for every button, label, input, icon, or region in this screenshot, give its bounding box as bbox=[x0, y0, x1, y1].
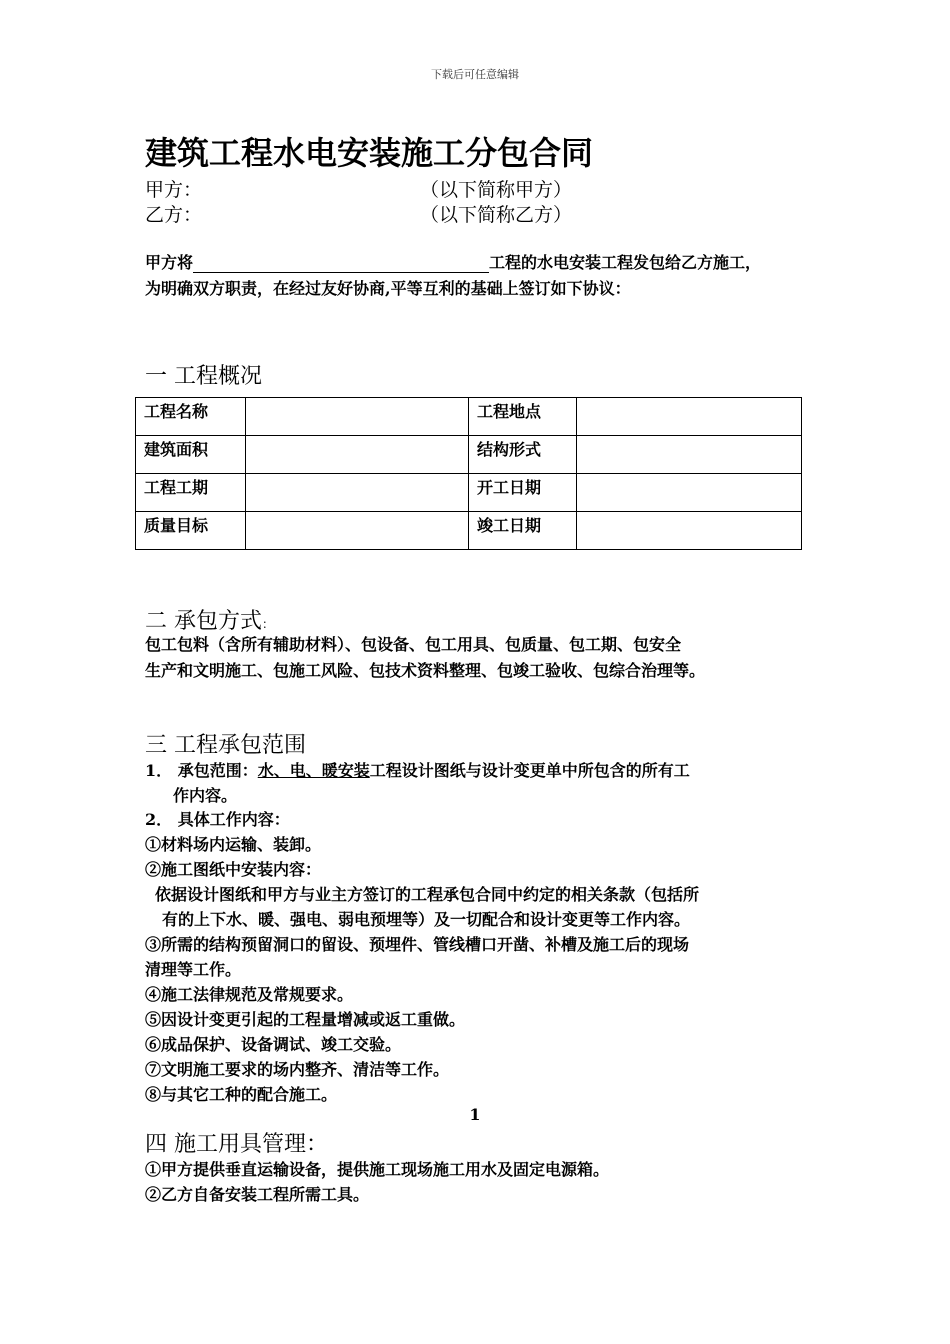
sub-item-2: ②施工图纸中安装内容： bbox=[145, 860, 322, 879]
section-2-heading bbox=[145, 604, 274, 635]
sub-item-3-line-1: ③所需的结构预留洞口的留设、预埋件、管线槽口开凿、补槽及施工后的现场 bbox=[145, 935, 690, 954]
table-cell[interactable] bbox=[577, 398, 802, 436]
item-number: 2． bbox=[145, 810, 173, 829]
table-cell[interactable] bbox=[577, 474, 802, 512]
sub-item-4: ④施工法律规范及常规要求。 bbox=[145, 985, 354, 1004]
table-cell: 建筑面积 bbox=[136, 436, 246, 474]
intro-line-2: 为明确双方职责，在经过友好协商,平等互利的基础上签订如下协议： bbox=[145, 279, 631, 298]
table-row bbox=[136, 512, 802, 550]
sub-item-6: ⑥成品保护、设备调试、竣工交验。 bbox=[145, 1035, 402, 1054]
sub-item-1: ①材料场内运输、装卸。 bbox=[145, 835, 322, 854]
section-1-heading: 一 工程概况 bbox=[145, 364, 262, 389]
sub-item-8: ⑧与其它工种的配合施工。 bbox=[145, 1085, 338, 1104]
table-cell[interactable] bbox=[246, 436, 469, 474]
sub-item-3-line-2: 清理等工作。 bbox=[145, 960, 242, 979]
table-row bbox=[136, 398, 802, 436]
item-text: 具体工作内容： bbox=[177, 810, 290, 829]
table-cell: 工程工期 bbox=[136, 474, 246, 512]
sub-item-7: ⑦文明施工要求的场内整齐、清洁等工作。 bbox=[145, 1060, 450, 1079]
table-cell: 工程名称 bbox=[136, 398, 246, 436]
section-3-item-1 bbox=[145, 758, 690, 781]
document-title: 建筑工程水电安装施工分包合同 bbox=[145, 134, 594, 172]
project-name-blank[interactable] bbox=[193, 254, 489, 273]
intro-line-1 bbox=[145, 250, 761, 273]
table-cell: 开工日期 bbox=[469, 474, 577, 512]
page-number: 1 bbox=[469, 1105, 481, 1124]
party-b-label: 乙方： bbox=[145, 204, 203, 226]
party-a-label: 甲方： bbox=[145, 179, 203, 201]
section-4-line-2: ②乙方自备安装工程所需工具。 bbox=[145, 1185, 370, 1204]
intro-suffix: 工程的水电安装工程发包给乙方施工， bbox=[489, 253, 762, 272]
sub-item-2-detail-2: 有的上下水、暖、强电、弱电预埋等）及一切配合和设计变更等工作内容。 bbox=[162, 910, 691, 929]
table-cell: 工程地点 bbox=[469, 398, 577, 436]
table-cell: 质量目标 bbox=[136, 512, 246, 550]
section-2-line-1: 包工包料（含所有辅助材料）、包设备、包工用具、包质量、包工期、包安全 bbox=[145, 635, 682, 654]
table-cell[interactable] bbox=[246, 398, 469, 436]
table-row bbox=[136, 474, 802, 512]
table-cell[interactable] bbox=[577, 512, 802, 550]
project-overview-table bbox=[135, 397, 802, 550]
section-4-line-1: ①甲方提供垂直运输设备，提供施工现场施工用水及固定电源箱。 bbox=[145, 1160, 610, 1179]
item-number: 1． bbox=[145, 761, 173, 780]
party-a-note: （以下简称甲方） bbox=[420, 179, 573, 201]
intro-prefix: 甲方将 bbox=[145, 253, 194, 272]
sub-item-5: ⑤因设计变更引起的工程量增减或返工重做。 bbox=[145, 1010, 466, 1029]
table-row bbox=[136, 436, 802, 474]
section-2-line-2: 生产和文明施工、包施工风险、包技术资料整理、包竣工验收、包综合治理等。 bbox=[145, 661, 706, 680]
table-cell: 结构形式 bbox=[469, 436, 577, 474]
sub-item-2-detail-1: 依据设计图纸和甲方与业主方签订的工程承包合同中约定的相关条款（包括所 bbox=[155, 885, 700, 904]
section-3-item-1-cont: 作内容。 bbox=[173, 786, 238, 805]
item-suffix: 工程设计图纸与设计变更单中所包含的所有工 bbox=[369, 761, 690, 780]
section-3-item-2 bbox=[145, 807, 290, 830]
item-prefix: 承包范围： bbox=[177, 761, 258, 780]
table-cell[interactable] bbox=[577, 436, 802, 474]
header-note: 下载后可任意编辑 bbox=[431, 68, 519, 81]
section-3-heading: 三 工程承包范围 bbox=[145, 733, 306, 758]
table-cell: 竣工日期 bbox=[469, 512, 577, 550]
section-4-heading: 四 施工用具管理： bbox=[145, 1132, 328, 1157]
scope-underlined: 水、电、暖安装 bbox=[257, 761, 370, 780]
party-b-note: （以下简称乙方） bbox=[420, 204, 573, 226]
section-2-title: 二 承包方式 bbox=[145, 609, 262, 634]
section-2-colon: ： bbox=[262, 617, 275, 631]
table-cell[interactable] bbox=[246, 512, 469, 550]
table-cell[interactable] bbox=[246, 474, 469, 512]
